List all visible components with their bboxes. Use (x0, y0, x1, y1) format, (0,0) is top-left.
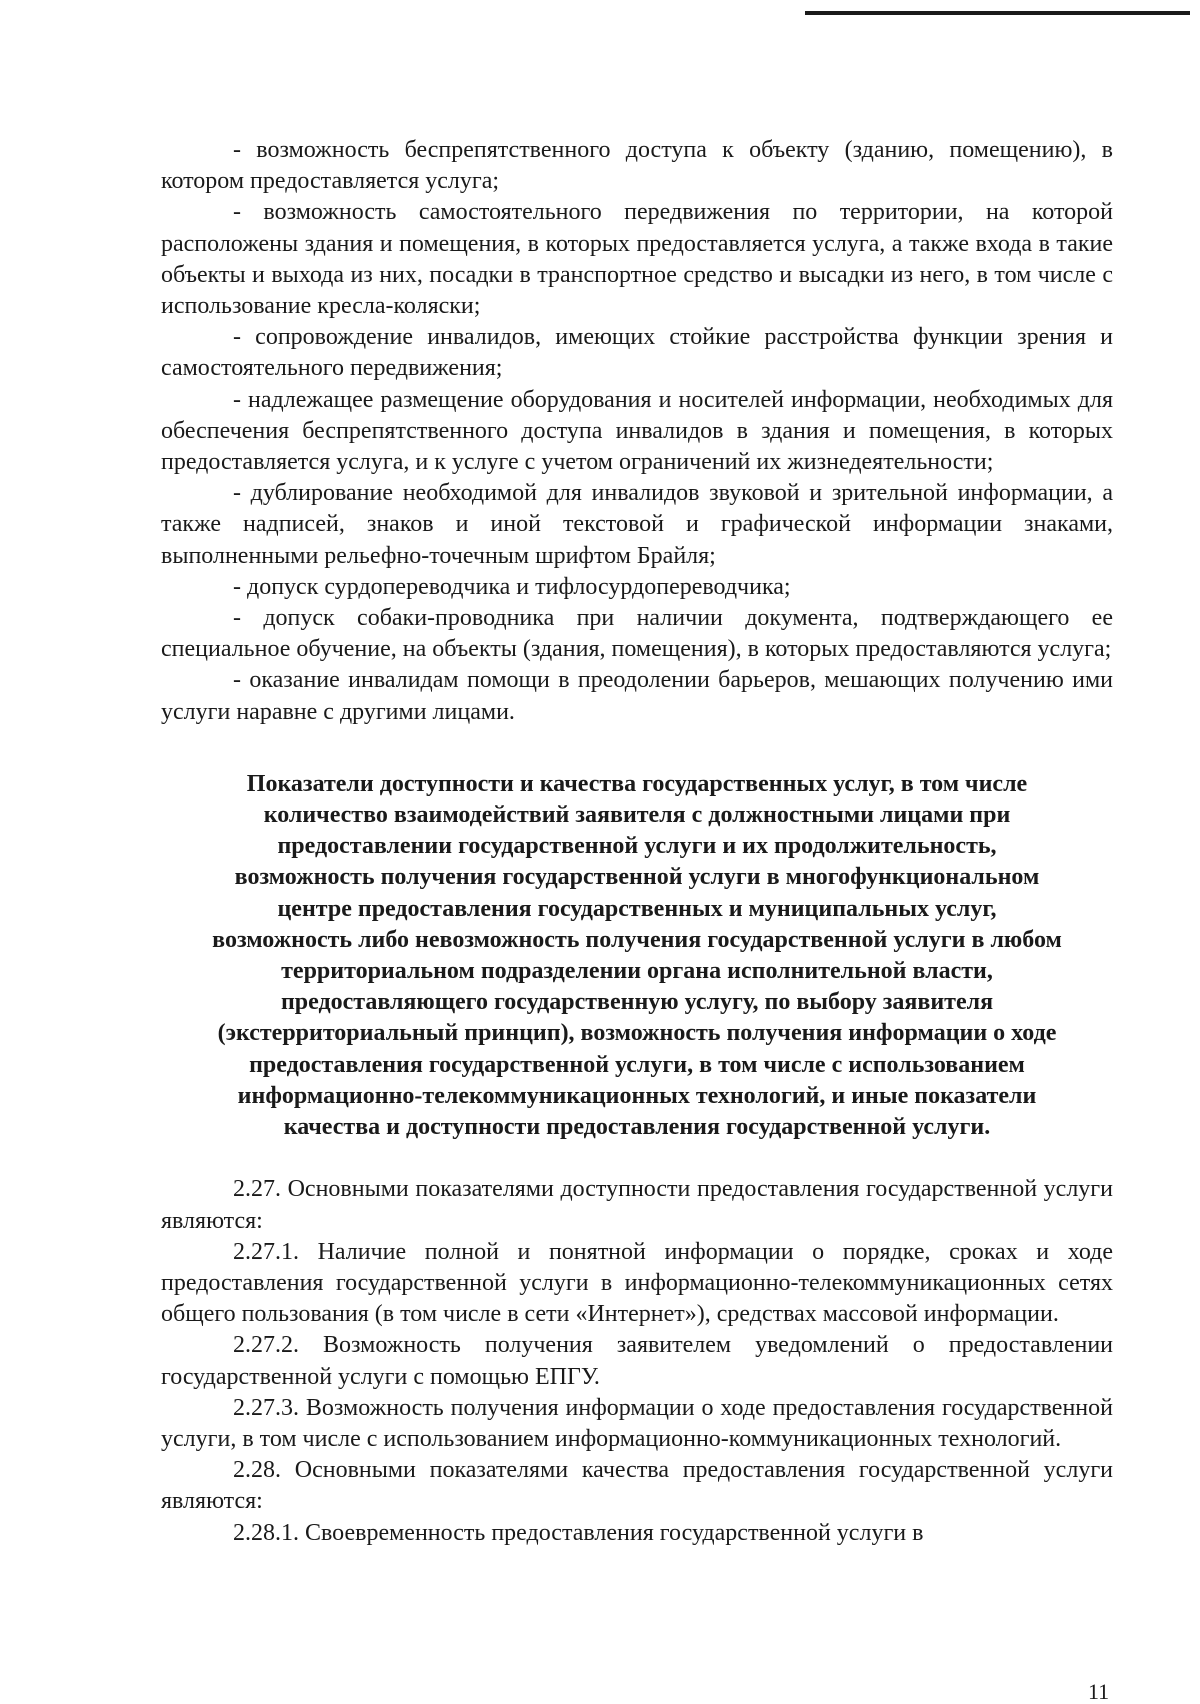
bullet-paragraph: - дублирование необходимой для инвалидов звуковой и зрительной информации, а также надписей, знаков и иной текстовой и графической информации знаками, выполненными рельефно-точечным шрифтом Брайля; (161, 480, 1113, 569)
bullet-paragraph: - допуск сурдопереводчика и тифлосурдопереводчика; (233, 573, 791, 600)
bullet-paragraph: - допуск собаки-проводника при наличии документа, подтверждающего ее специальное обучение, на объекты (здания, помещения), в которых предоставляются услуга; (161, 605, 1113, 663)
bullet-paragraph: - надлежащее размещение оборудования и носителей информации, необходимых для обеспечения беспрепятственного доступа инвалидов в здания и помещения, в которых предоставляется услуга, и к услуге с учетом ограничений их жизнедеятельности; (161, 386, 1113, 476)
clause-paragraph: 2.27.2. Возможность получения заявителем уведомлений о предоставлении государственной услуги с помощью ЕПГУ. (161, 1332, 1113, 1390)
heading-line: предоставления государственной услуги, в том числе с использованием (249, 1051, 1025, 1078)
clause-paragraph: 2.27.3. Возможность получения информации о ходе предоставления государственной услуги, в том числе с использованием информационно-коммуникационных технологий. (161, 1394, 1113, 1452)
heading-line: центре предоставления государственных и муниципальных услуг, (277, 895, 997, 922)
heading-line: качества и доступности предоставления государственной услуги. (283, 1114, 991, 1141)
heading-line: информационно-телекоммуникационных технологий, и иные показатели (237, 1082, 1037, 1109)
heading-line: возможность либо невозможность получения государственной услуги в любом (212, 926, 1062, 953)
clause-paragraph: 2.28.1. Своевременность предоставления государственной услуги в (233, 1519, 924, 1546)
clause-paragraph: 2.27.1. Наличие полной и понятной информации о порядке, сроках и ходе предоставления государственной услуги в информационно-телекоммуникационных сетях общего пользования (в том числе в сети «Интернет»), средствах массовой информации. (161, 1238, 1113, 1328)
document-body (161, 135, 1113, 1549)
heading-line: территориальном подразделении органа исполнительной власти, (281, 958, 993, 985)
bullet-paragraph: - возможность самостоятельного передвижения по территории, на которой расположены здания и помещения, в которых предоставляется услуга, а также входа в такие объекты и выхода из них, посадки в транспортное средство и высадки из него, в том числе с использование кресла-коляски; (161, 199, 1113, 320)
section-heading (161, 769, 1113, 1143)
heading-line: возможность получения государственной услуги в многофункциональном (234, 864, 1040, 891)
heading-line: (экстерриториальный принцип), возможность получения информации о ходе (217, 1020, 1057, 1047)
heading-line: количество взаимодействий заявителя с должностными лицами при (263, 802, 1011, 829)
top-rule (805, 11, 1190, 15)
page-number: 11 (1088, 1679, 1110, 1704)
clause-paragraph: 2.28. Основными показателями качества предоставления государственной услуги являются: (161, 1457, 1113, 1515)
bullet-paragraph: - оказание инвалидам помощи в преодолении барьеров, мешающих получению ими услуги наравне с другими лицами. (161, 667, 1113, 725)
heading-line: предоставлении государственной услуги и их продолжительность, (277, 833, 997, 860)
heading-line: Показатели доступности и качества государственных услуг, в том числе (246, 770, 1028, 797)
clause-paragraph: 2.27. Основными показателями доступности предоставления государственной услуги являются: (161, 1176, 1113, 1234)
bullet-paragraph: - возможность беспрепятственного доступа к объекту (зданию, помещению), в котором предоставляется услуга; (161, 137, 1113, 195)
heading-line: предоставляющего государственную услугу, по выбору заявителя (280, 989, 994, 1016)
bullet-paragraph: - сопровождение инвалидов, имеющих стойкие расстройства функции зрения и самостоятельного передвижения; (161, 324, 1113, 382)
